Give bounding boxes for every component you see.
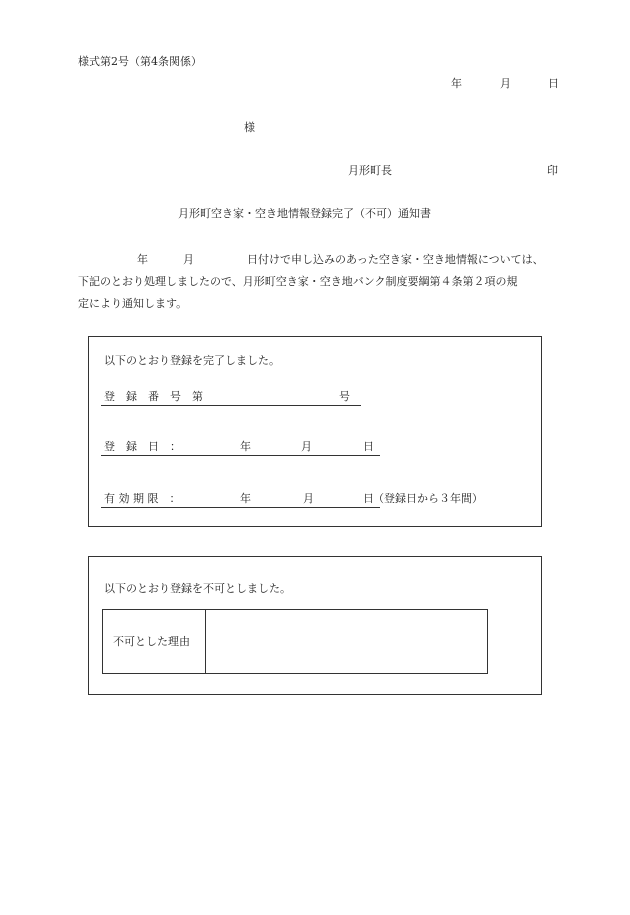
reject-heading: 以下のとおり登録を不可としました。 xyxy=(104,582,291,595)
date-year-label: 年 xyxy=(451,77,462,90)
expiry-label: 有 効 期 限 ： xyxy=(104,492,181,505)
reason-label: 不可とした理由 xyxy=(113,635,190,648)
reason-cell[interactable] xyxy=(205,610,488,673)
body-line-2: 下記のとおり処理しましたので、月形町空き家・空き地バンク制度要綱第４条第２項の規 xyxy=(78,275,518,288)
reason-table xyxy=(102,609,488,674)
expiry-line xyxy=(101,507,380,508)
page-title: 月形町空き家・空き地情報登録完了（不可）通知書 xyxy=(178,207,431,220)
registration-number-suffix: 号 xyxy=(339,390,350,403)
registration-date-line xyxy=(101,455,380,456)
expiry-year: 年 xyxy=(240,492,251,505)
issuer-name: 月形町長 xyxy=(348,164,392,177)
body-line-1: 日付けで申し込みのあった空き家・空き地情報については、 xyxy=(247,253,544,266)
body-line-3: 定により通知します。 xyxy=(78,297,188,310)
registration-date-day: 日 xyxy=(363,440,374,453)
recipient-suffix: 様 xyxy=(244,121,255,134)
complete-heading: 以下のとおり登録を完了しました。 xyxy=(104,354,280,367)
registration-number-label: 登 録 番 号 第 xyxy=(104,390,203,403)
registration-date-month: 月 xyxy=(301,440,312,453)
body-year-label: 年 xyxy=(137,253,148,266)
seal-mark: 印 xyxy=(547,164,558,177)
date-month-label: 月 xyxy=(500,77,511,90)
registration-complete-box xyxy=(88,336,542,527)
form-number: 様式第2号（第4条関係） xyxy=(78,55,202,68)
expiry-note: （登録日から３年間） xyxy=(373,492,483,505)
expiry-day: 日 xyxy=(363,492,374,505)
registration-date-year: 年 xyxy=(240,440,251,453)
registration-number-line xyxy=(101,405,361,406)
body-month-label: 月 xyxy=(183,253,194,266)
registration-rejected-box xyxy=(88,556,542,695)
expiry-month: 月 xyxy=(303,492,314,505)
registration-date-label: 登 録 日 ： xyxy=(104,440,181,453)
date-day-label: 日 xyxy=(548,77,559,90)
